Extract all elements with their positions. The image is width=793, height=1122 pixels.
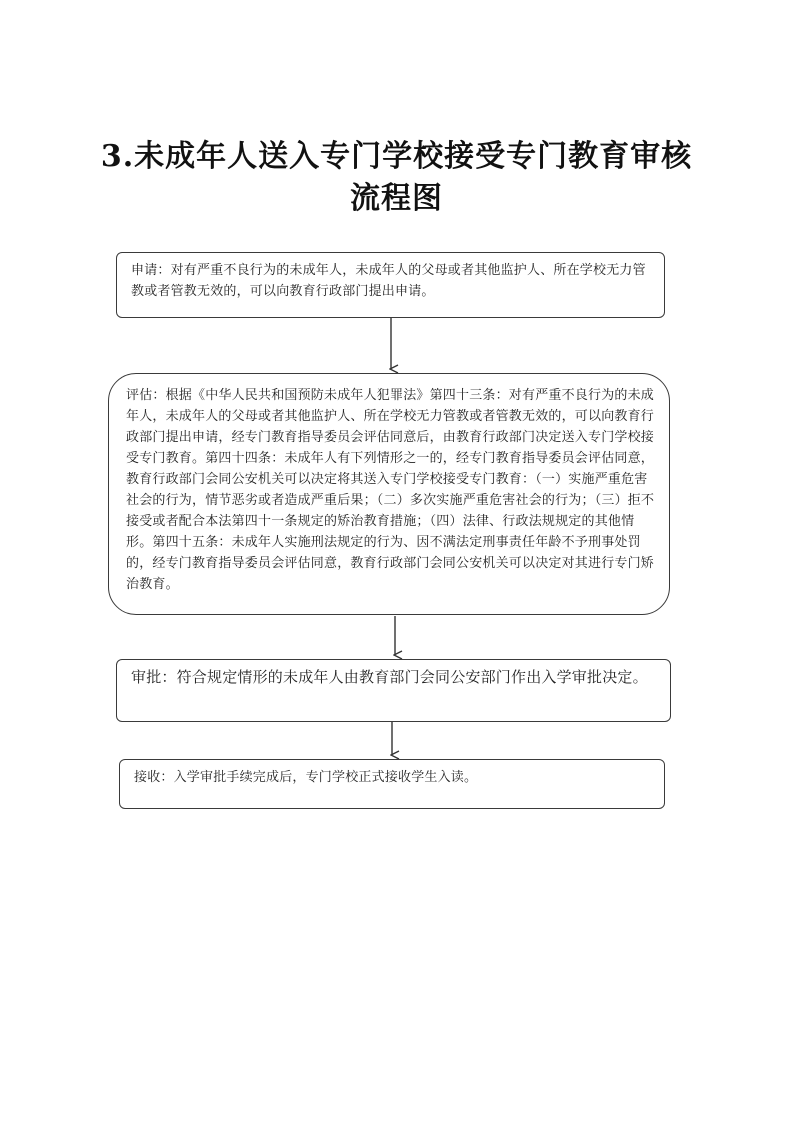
flow-step-text: 评估：根据《中华人民共和国预防未成年人犯罪法》第四十三条：对有严重不良行为的未成年人，未成年人的父母或者其他监护人、所在学校无力管教或者管教无效的，可以向教育行政部门提出申请，经专门教育指导委员会评估同意后，由教育行政部门决定送入专门学校接受专门教育。第四十四条：未成年人有下列情形之一的，经专门教育指导委员会评估同意，教育行政部门会同公安机关可以决定将其送入专门学校接受专门教育：（一）实施严重危害社会的行为，情节恶劣或者造成严重后果；（二）多次实施严重危害社会的行为；（三）拒不接受或者配合本法第四十一条规定的矫治教育措施；（四）法律、行政法规规定的其他情形。第四十五条：未成年人实施刑法规定的行为、因不满法定刑事责任年龄不予刑事处罚的，经专门教育指导委员会评估同意，教育行政部门会同公安机关可以决定对其进行专门矫治教育。 — [126, 388, 655, 592]
page-title: 3.未成年人送入专门学校接受专门教育审核 — [100, 139, 693, 174]
flow-step-admission — [119, 759, 665, 809]
page-title-line2: 流程图 — [350, 181, 443, 216]
flow-step-text: 申请：对有严重不良行为的未成年人，未成年人的父母或者其他监护人、所在学校无力管教或者管教无效的，可以向教育行政部门提出申请。 — [131, 263, 646, 299]
flow-step-application — [116, 252, 665, 318]
flow-step-approval — [116, 659, 671, 722]
flow-step-assessment — [108, 373, 670, 615]
flow-step-text: 接收：入学审批手续完成后，专门学校正式接收学生入读。 — [134, 770, 478, 785]
flow-step-text: 审批：符合规定情形的未成年人由教育部门会同公安部门作出入学审批决定。 — [131, 668, 648, 686]
